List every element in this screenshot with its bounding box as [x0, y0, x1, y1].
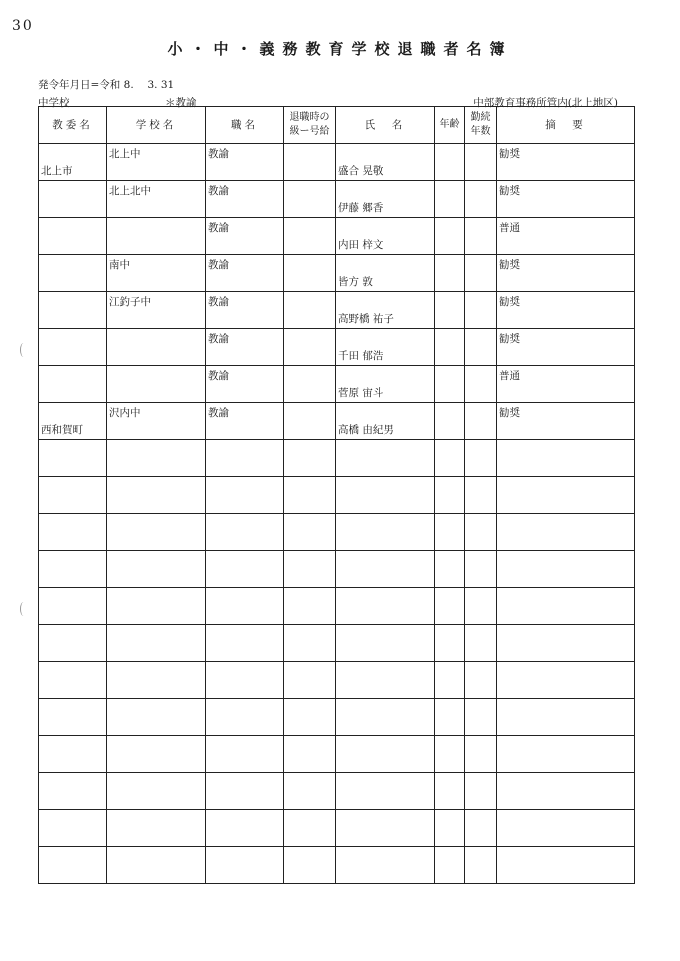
- years-of-service-cell: [465, 736, 497, 773]
- empty-table-row: [39, 699, 635, 736]
- board-name-cell: [39, 255, 107, 292]
- remarks-cell: [497, 181, 635, 218]
- position-title-cell: [206, 144, 284, 181]
- years-of-service-cell: [465, 218, 497, 255]
- column-header-service-line1: 勤続: [470, 112, 491, 123]
- board-name-cell: [39, 181, 107, 218]
- years-of-service-cell: [465, 181, 497, 218]
- remarks-cell: [497, 699, 635, 736]
- table-row: [39, 181, 635, 218]
- grade-step-cell: [284, 366, 336, 403]
- person-name-cell: [336, 255, 435, 292]
- person-name-cell: [336, 551, 435, 588]
- school-name-cell: [107, 773, 206, 810]
- remarks-cell: [497, 773, 635, 810]
- position-title: 教諭: [208, 370, 229, 382]
- school-name-cell: [107, 514, 206, 551]
- board-name-cell: [39, 477, 107, 514]
- age-cell: [435, 514, 465, 551]
- school-name-cell: [107, 810, 206, 847]
- column-header-grade-line1: 退職時の: [289, 112, 330, 123]
- issue-date: 発令年月日=令和 8. 3. 31: [38, 79, 175, 91]
- person-name-cell: [336, 366, 435, 403]
- board-name-cell: [39, 810, 107, 847]
- school-name-cell: [107, 588, 206, 625]
- remarks: 普通: [499, 222, 520, 234]
- board-name-cell: [39, 773, 107, 810]
- position-title-cell: [206, 218, 284, 255]
- position-title: 教諭: [208, 148, 229, 160]
- person-name-cell: [336, 144, 435, 181]
- person-name-cell: [336, 403, 435, 440]
- grade-step-cell: [284, 329, 336, 366]
- empty-table-row: [39, 773, 635, 810]
- board-name-cell: [39, 662, 107, 699]
- column-header-service-line2: 年数: [470, 126, 491, 137]
- person-name-cell: [336, 847, 435, 884]
- position-title-cell: [206, 625, 284, 662]
- grade-step-cell: [284, 625, 336, 662]
- column-header-remarks: 摘 要: [497, 107, 635, 144]
- remarks-cell: [497, 144, 635, 181]
- school-name-cell: [107, 736, 206, 773]
- remarks-cell: [497, 218, 635, 255]
- remarks-cell: [497, 329, 635, 366]
- remarks: 普通: [499, 370, 520, 382]
- remarks-cell: [497, 514, 635, 551]
- years-of-service-cell: [465, 292, 497, 329]
- grade-step-cell: [284, 736, 336, 773]
- grade-step-cell: [284, 403, 336, 440]
- person-name: 皆方 敦: [338, 276, 373, 288]
- remarks-cell: [497, 625, 635, 662]
- column-header-grade-line2: 級ー号給: [289, 126, 330, 137]
- remarks-cell: [497, 477, 635, 514]
- position-title-cell: [206, 181, 284, 218]
- school-name-cell: [107, 699, 206, 736]
- empty-table-row: [39, 551, 635, 588]
- column-header-name: 氏 名: [336, 107, 435, 144]
- age-cell: [435, 810, 465, 847]
- district-label: 中部教育事務所管内(北上地区): [473, 97, 618, 109]
- years-of-service-cell: [465, 551, 497, 588]
- column-header-board: 教委名: [39, 107, 107, 144]
- retiree-register-table: [38, 106, 635, 884]
- header-row: [39, 107, 635, 144]
- grade-step-cell: [284, 514, 336, 551]
- school-name: 北上中: [109, 148, 141, 160]
- remarks: 勧奨: [499, 185, 520, 197]
- school-name-cell: [107, 662, 206, 699]
- years-of-service-cell: [465, 810, 497, 847]
- page-title: 小・中・義務教育学校退職者名簿: [167, 40, 513, 58]
- person-name-cell: [336, 514, 435, 551]
- person-name: 高橋 由紀男: [338, 424, 394, 436]
- person-name-cell: [336, 699, 435, 736]
- school-type: 中学校: [38, 97, 70, 109]
- position-title-cell: [206, 699, 284, 736]
- years-of-service-cell: [465, 403, 497, 440]
- empty-table-row: [39, 440, 635, 477]
- column-header-service: [465, 107, 497, 144]
- position-title-cell: [206, 477, 284, 514]
- position-title-cell: [206, 329, 284, 366]
- column-header-position: 職名: [206, 107, 284, 144]
- position-title-cell: [206, 551, 284, 588]
- person-name-cell: [336, 329, 435, 366]
- person-name-cell: [336, 810, 435, 847]
- position-title-cell: [206, 773, 284, 810]
- school-name-cell: [107, 366, 206, 403]
- board-name-cell: [39, 440, 107, 477]
- remarks-cell: [497, 847, 635, 884]
- position-title-cell: [206, 662, 284, 699]
- years-of-service-cell: [465, 847, 497, 884]
- punch-hole-mark: [20, 602, 27, 616]
- position-title-cell: [206, 847, 284, 884]
- position-title: 教諭: [208, 185, 229, 197]
- age-cell: [435, 440, 465, 477]
- grade-step-cell: [284, 255, 336, 292]
- grade-step-cell: [284, 144, 336, 181]
- school-name: 南中: [109, 259, 130, 271]
- position-title-cell: [206, 255, 284, 292]
- person-name: 高野橋 祐子: [338, 313, 394, 325]
- board-name-cell: [39, 551, 107, 588]
- school-name: 北上北中: [109, 185, 151, 197]
- remarks: 勧奨: [499, 407, 520, 419]
- register-body: [39, 144, 635, 884]
- age-cell: [435, 218, 465, 255]
- age-cell: [435, 255, 465, 292]
- age-cell: [435, 736, 465, 773]
- age-cell: [435, 181, 465, 218]
- person-name-cell: [336, 625, 435, 662]
- age-cell: [435, 477, 465, 514]
- remarks: 勧奨: [499, 259, 520, 271]
- board-name-cell: [39, 514, 107, 551]
- board-name-cell: [39, 329, 107, 366]
- table-row: [39, 329, 635, 366]
- position-title-cell: [206, 440, 284, 477]
- person-name: 千田 郁浩: [338, 350, 384, 362]
- grade-step-cell: [284, 477, 336, 514]
- remarks-cell: [497, 440, 635, 477]
- board-name-cell: [39, 218, 107, 255]
- remarks-cell: [497, 403, 635, 440]
- position-title-cell: [206, 403, 284, 440]
- years-of-service-cell: [465, 699, 497, 736]
- remarks: 勧奨: [499, 148, 520, 160]
- person-name: 菅原 宙斗: [338, 387, 384, 399]
- grade-step-cell: [284, 847, 336, 884]
- person-name: 内田 梓文: [338, 239, 384, 251]
- empty-table-row: [39, 736, 635, 773]
- person-name-cell: [336, 181, 435, 218]
- years-of-service-cell: [465, 144, 497, 181]
- age-cell: [435, 699, 465, 736]
- years-of-service-cell: [465, 588, 497, 625]
- school-name-cell: [107, 440, 206, 477]
- school-name-cell: [107, 144, 206, 181]
- grade-step-cell: [284, 551, 336, 588]
- board-name-cell: [39, 847, 107, 884]
- position-title-cell: [206, 736, 284, 773]
- board-name: 北上市: [41, 165, 73, 177]
- age-cell: [435, 329, 465, 366]
- remarks-cell: [497, 255, 635, 292]
- board-name-cell: [39, 403, 107, 440]
- board-name: 西和賀町: [41, 424, 83, 436]
- school-name-cell: [107, 403, 206, 440]
- position-title: 教諭: [208, 333, 229, 345]
- remarks-cell: [497, 662, 635, 699]
- school-name-cell: [107, 218, 206, 255]
- years-of-service-cell: [465, 514, 497, 551]
- board-name-cell: [39, 144, 107, 181]
- empty-table-row: [39, 810, 635, 847]
- years-of-service-cell: [465, 440, 497, 477]
- school-name-cell: [107, 292, 206, 329]
- age-cell: [435, 625, 465, 662]
- remarks-cell: [497, 810, 635, 847]
- column-header-school: 学校名: [107, 107, 206, 144]
- empty-table-row: [39, 477, 635, 514]
- age-cell: [435, 588, 465, 625]
- grade-step-cell: [284, 440, 336, 477]
- grade-step-cell: [284, 699, 336, 736]
- remarks-cell: [497, 551, 635, 588]
- table-row: [39, 144, 635, 181]
- age-cell: [435, 662, 465, 699]
- age-cell: [435, 292, 465, 329]
- table-row: [39, 218, 635, 255]
- position-title-cell: [206, 366, 284, 403]
- school-name: 沢内中: [109, 407, 141, 419]
- position-title: 教諭: [208, 222, 229, 234]
- person-name: 盛合 晃敬: [338, 165, 384, 177]
- grade-step-cell: [284, 181, 336, 218]
- grade-step-cell: [284, 588, 336, 625]
- board-name-cell: [39, 292, 107, 329]
- grade-step-cell: [284, 810, 336, 847]
- person-name-cell: [336, 662, 435, 699]
- job-filter: ＊教諭: [165, 97, 197, 109]
- person-name-cell: [336, 773, 435, 810]
- age-cell: [435, 773, 465, 810]
- grade-step-cell: [284, 292, 336, 329]
- remarks-cell: [497, 292, 635, 329]
- board-name-cell: [39, 736, 107, 773]
- page-number: 30: [12, 18, 34, 34]
- table-row: [39, 366, 635, 403]
- age-cell: [435, 847, 465, 884]
- remarks-cell: [497, 588, 635, 625]
- years-of-service-cell: [465, 477, 497, 514]
- person-name-cell: [336, 218, 435, 255]
- position-title-cell: [206, 588, 284, 625]
- person-name-cell: [336, 477, 435, 514]
- table-row: [39, 255, 635, 292]
- position-title-cell: [206, 810, 284, 847]
- empty-table-row: [39, 588, 635, 625]
- empty-table-row: [39, 625, 635, 662]
- school-name-cell: [107, 625, 206, 662]
- remarks-cell: [497, 736, 635, 773]
- grade-step-cell: [284, 773, 336, 810]
- grade-step-cell: [284, 662, 336, 699]
- position-title: 教諭: [208, 296, 229, 308]
- remarks-cell: [497, 366, 635, 403]
- column-header-grade: [284, 107, 336, 144]
- person-name-cell: [336, 736, 435, 773]
- school-name: 江釣子中: [109, 296, 151, 308]
- years-of-service-cell: [465, 255, 497, 292]
- remarks: 勧奨: [499, 296, 520, 308]
- position-title-cell: [206, 292, 284, 329]
- empty-table-row: [39, 662, 635, 699]
- board-name-cell: [39, 625, 107, 662]
- age-cell: [435, 551, 465, 588]
- person-name: 伊藤 郷香: [338, 202, 384, 214]
- empty-table-row: [39, 514, 635, 551]
- position-title: 教諭: [208, 407, 229, 419]
- school-name-cell: [107, 181, 206, 218]
- age-cell: [435, 366, 465, 403]
- punch-hole-mark: [20, 343, 27, 357]
- grade-step-cell: [284, 218, 336, 255]
- board-name-cell: [39, 366, 107, 403]
- years-of-service-cell: [465, 625, 497, 662]
- board-name-cell: [39, 699, 107, 736]
- table-row: [39, 292, 635, 329]
- column-header-age: 年齢: [435, 107, 465, 144]
- years-of-service-cell: [465, 329, 497, 366]
- person-name-cell: [336, 440, 435, 477]
- school-name-cell: [107, 847, 206, 884]
- position-title: 教諭: [208, 259, 229, 271]
- position-title-cell: [206, 514, 284, 551]
- school-name-cell: [107, 329, 206, 366]
- person-name-cell: [336, 292, 435, 329]
- board-name-cell: [39, 588, 107, 625]
- table-row: [39, 403, 635, 440]
- school-name-cell: [107, 255, 206, 292]
- person-name-cell: [336, 588, 435, 625]
- school-name-cell: [107, 477, 206, 514]
- years-of-service-cell: [465, 366, 497, 403]
- empty-table-row: [39, 847, 635, 884]
- years-of-service-cell: [465, 773, 497, 810]
- age-cell: [435, 403, 465, 440]
- age-cell: [435, 144, 465, 181]
- years-of-service-cell: [465, 662, 497, 699]
- school-name-cell: [107, 551, 206, 588]
- remarks: 勧奨: [499, 333, 520, 345]
